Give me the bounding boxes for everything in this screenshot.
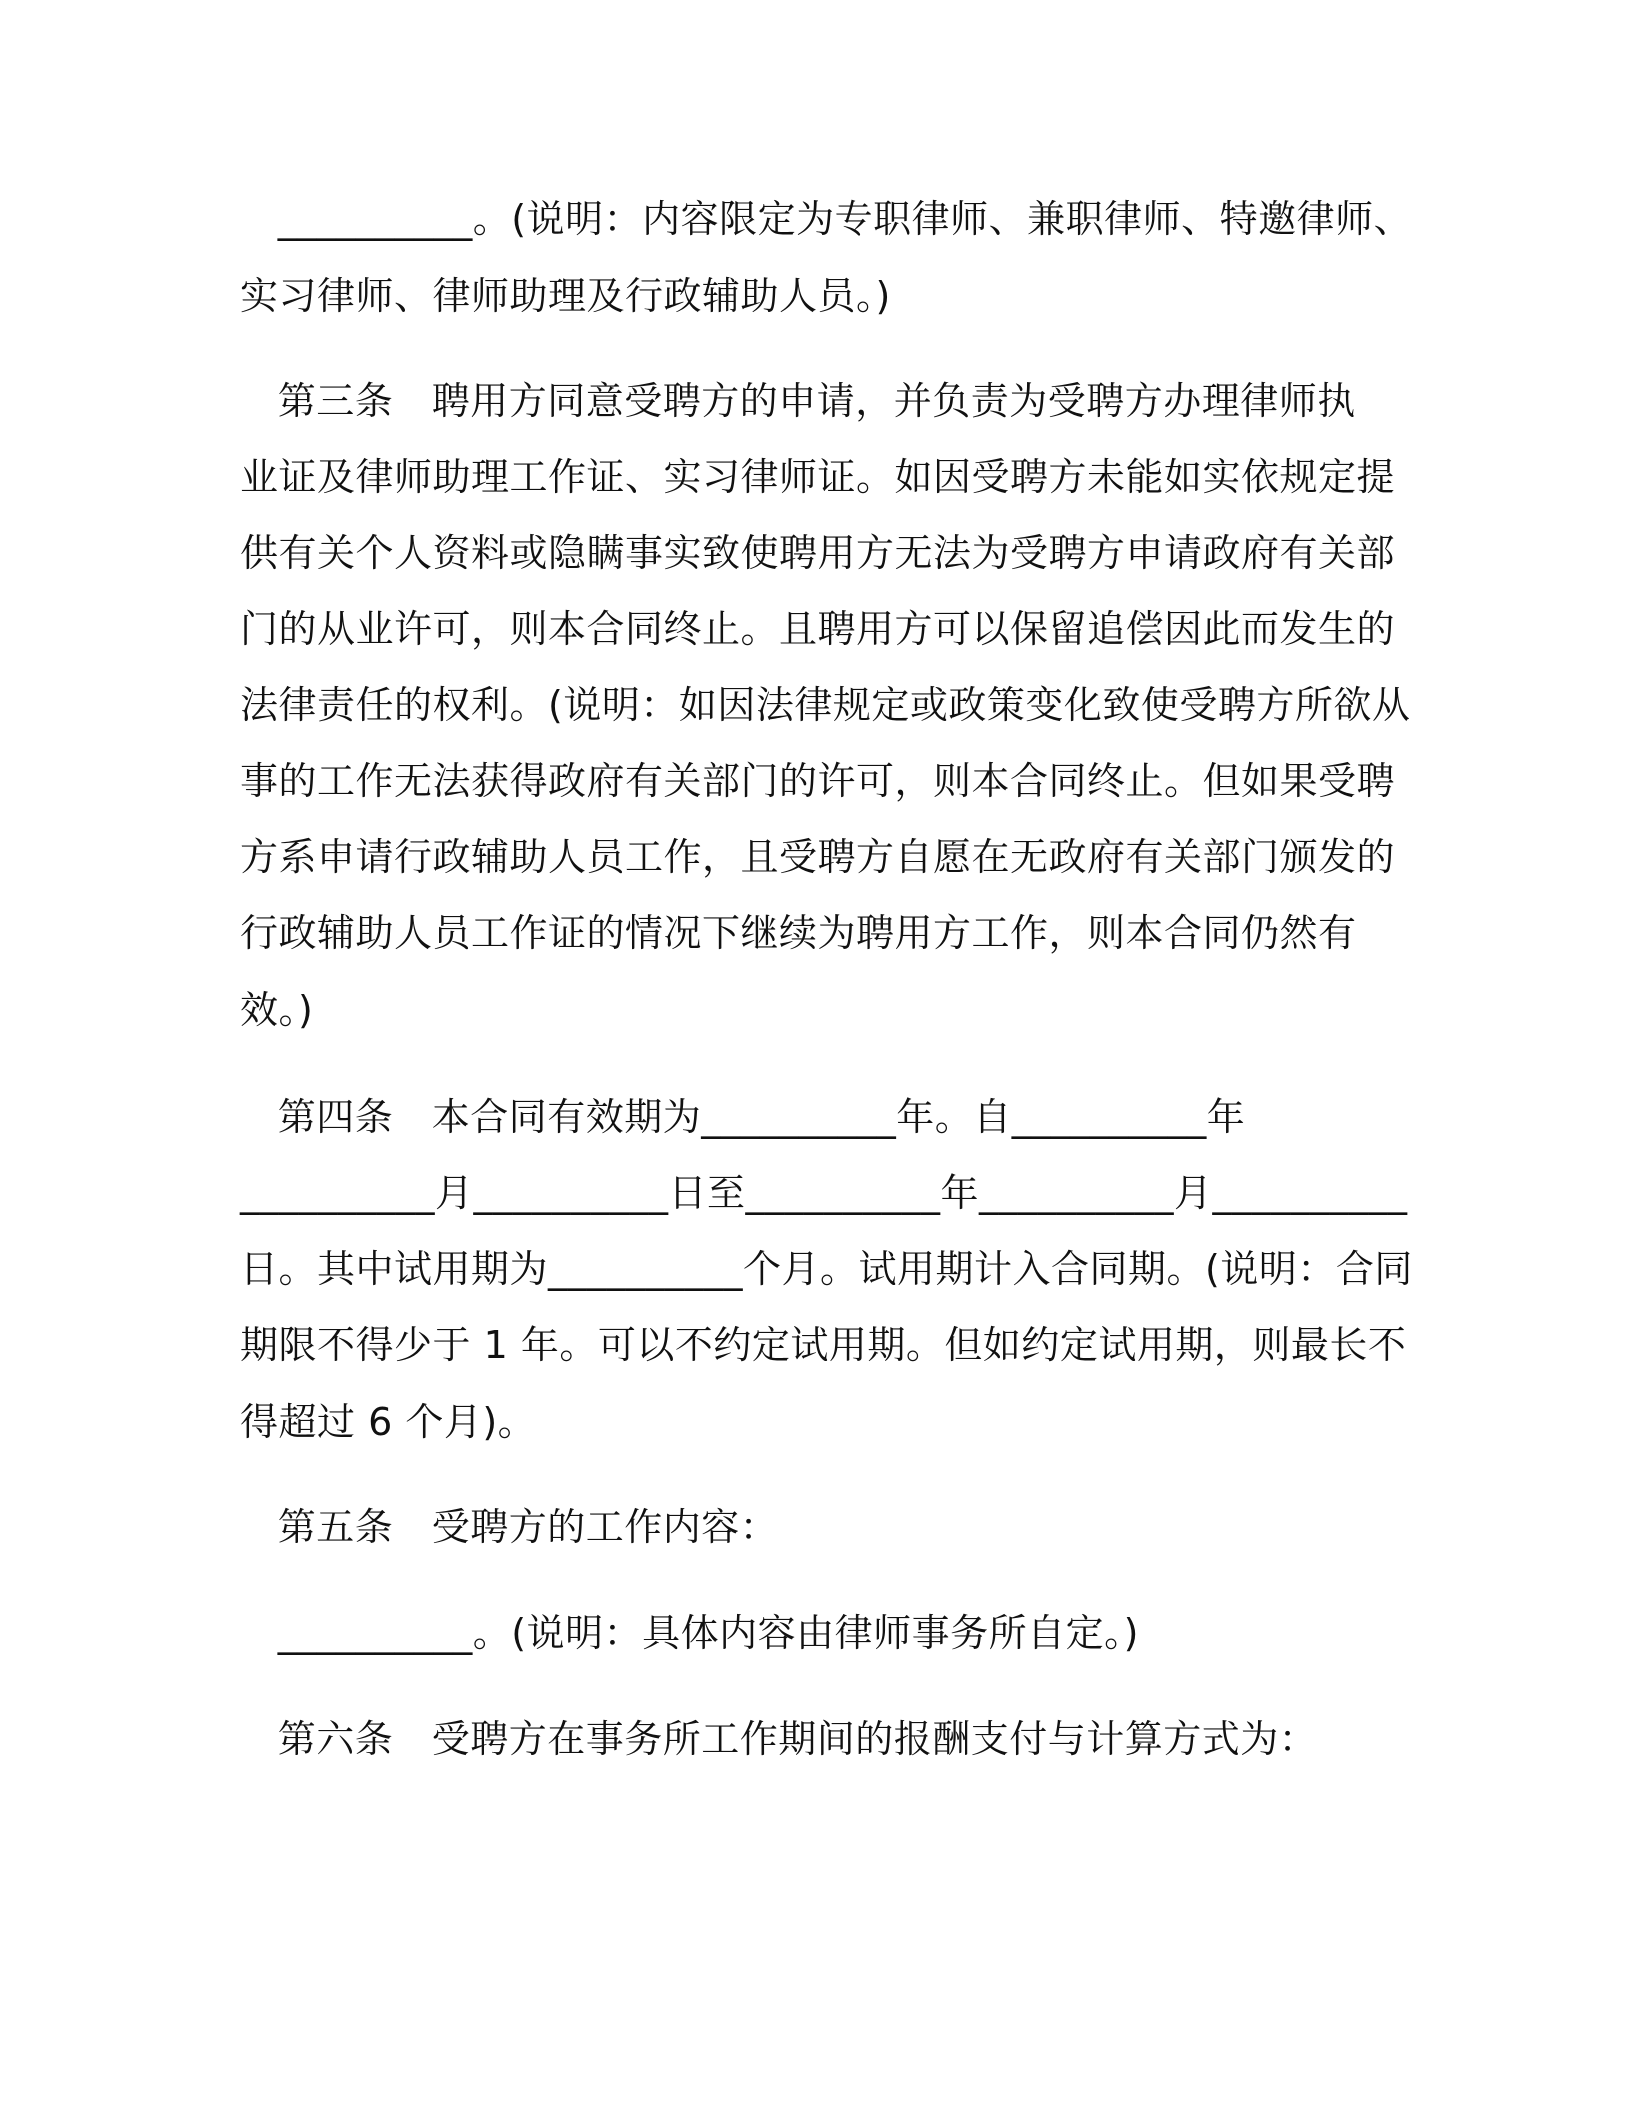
text-line: 日。其中试用期为__________个月。试用期计入合同期。(说明：合同 bbox=[240, 1247, 1413, 1291]
text-line: 行政辅助人员工作证的情况下继续为聘用方工作，则本合同仍然有 bbox=[240, 911, 1357, 955]
text-line: __________。(说明：内容限定为专职律师、兼职律师、特邀律师、 bbox=[240, 197, 1413, 241]
text-line: __________月__________日至__________年__________月__________ bbox=[240, 1171, 1408, 1215]
text-line: 法律责任的权利。(说明：如因法律规定或政策变化致使受聘方所欲从 bbox=[240, 683, 1411, 727]
text-line: 第五条 受聘方的工作内容： bbox=[240, 1505, 779, 1549]
text-line: __________。(说明：具体内容由律师事务所自定。) bbox=[240, 1611, 1139, 1655]
text-line: 效。) bbox=[240, 988, 314, 1032]
text-line: 供有关个人资料或隐瞒事实致使聘用方无法为受聘方申请政府有关部 bbox=[240, 531, 1396, 575]
text-line: 实习律师、律师助理及行政辅助人员。) bbox=[240, 274, 891, 318]
text-line: 事的工作无法获得政府有关部门的许可，则本合同终止。但如果受聘 bbox=[240, 759, 1396, 803]
text-line: 门的从业许可，则本合同终止。且聘用方可以保留追偿因此而发生的 bbox=[240, 607, 1396, 651]
text-line: 第六条 受聘方在事务所工作期间的报酬支付与计算方式为： bbox=[240, 1717, 1318, 1761]
text-line: 第三条 聘用方同意受聘方的申请，并负责为受聘方办理律师执 bbox=[240, 379, 1356, 423]
text-line: 期限不得少于 1 年。可以不约定试用期。但如约定试用期，则最长不 bbox=[240, 1323, 1407, 1367]
text-line: 第四条 本合同有效期为__________年。自__________年 bbox=[240, 1095, 1246, 1139]
text-line: 方系申请行政辅助人员工作，且受聘方自愿在无政府有关部门颁发的 bbox=[240, 835, 1396, 879]
text-line: 业证及律师助理工作证、实习律师证。如因受聘方未能如实依规定提 bbox=[240, 455, 1396, 499]
text-line: 得超过 6 个月)。 bbox=[240, 1400, 537, 1444]
